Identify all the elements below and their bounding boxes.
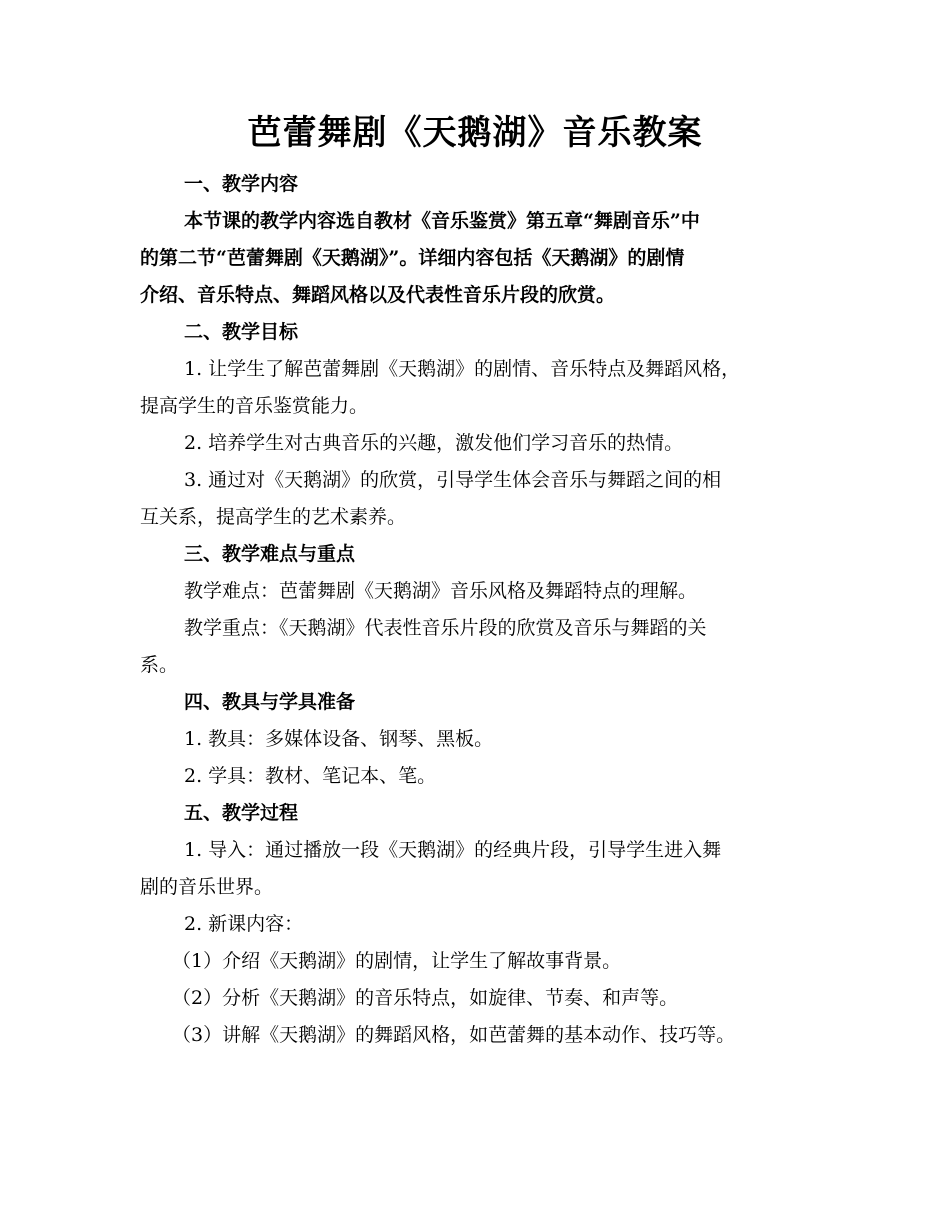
- text-line: 剧的音乐世界。: [140, 876, 274, 898]
- goal-item-1: [140, 351, 820, 425]
- section-heading-teaching-content: 一、教学内容: [184, 173, 299, 195]
- process-item-1: [140, 832, 820, 906]
- section-heading-materials: 四、教具与学具准备: [184, 691, 356, 713]
- process-sub-item-2: （2）分析《天鹅湖》的音乐特点，如旋律、节奏、和声等。: [172, 987, 679, 1009]
- text-line: 教学重点：《天鹅湖》代表性音乐片段的欣赏及音乐与舞蹈的关: [184, 617, 707, 639]
- process-sub-item-3: （3）讲解《天鹅湖》的舞蹈风格，如芭蕾舞的基本动作、技巧等。: [172, 1024, 736, 1046]
- section-heading-difficulties: 三、教学难点与重点: [184, 543, 356, 565]
- teaching-key-point: [140, 610, 820, 684]
- text-line: 提高学生的音乐鉴赏能力。: [140, 395, 369, 417]
- text-line: 3. 通过对《天鹅湖》的欣赏，引导学生体会音乐与舞蹈之间的相: [184, 469, 722, 491]
- teaching-difficulty: 教学难点：芭蕾舞剧《天鹅湖》音乐风格及舞蹈特点的理解。: [184, 580, 698, 602]
- goal-item-2: 2. 培养学生对古典音乐的兴趣，激发他们学习音乐的热情。: [184, 432, 684, 454]
- process-item-2: 2. 新课内容：: [184, 913, 304, 935]
- text-line: 互关系，提高学生的艺术素养。: [140, 506, 407, 528]
- teaching-content-paragraph: [140, 203, 820, 314]
- goal-item-3: [140, 462, 820, 536]
- section-heading-process: 五、教学过程: [184, 802, 299, 824]
- materials-item-1: 1. 教具：多媒体设备、钢琴、黑板。: [184, 728, 494, 750]
- document-title: 芭蕾舞剧《天鹅湖》音乐教案: [247, 113, 703, 153]
- document-body: [140, 166, 820, 1054]
- section-heading-teaching-goals: 二、教学目标: [184, 321, 299, 343]
- text-line: 系。: [140, 654, 179, 676]
- materials-item-2: 2. 学具：教材、笔记本、笔。: [184, 765, 437, 787]
- text-line: 的第二节“芭蕾舞剧《天鹅湖》”。详细内容包括《天鹅湖》的剧情: [140, 247, 685, 269]
- text-line: 介绍、音乐特点、舞蹈风格以及代表性音乐片段的欣赏。: [140, 284, 616, 306]
- text-line: 本节课的教学内容选自教材《音乐鉴赏》第五章“舞剧音乐”中: [184, 210, 700, 232]
- text-line: 1. 导入：通过播放一段《天鹅湖》的经典片段，引导学生进入舞: [184, 839, 722, 861]
- text-line: 1. 让学生了解芭蕾舞剧《天鹅湖》的剧情、音乐特点及舞蹈风格，: [184, 358, 741, 380]
- process-sub-item-1: （1）介绍《天鹅湖》的剧情，让学生了解故事背景。: [172, 950, 622, 972]
